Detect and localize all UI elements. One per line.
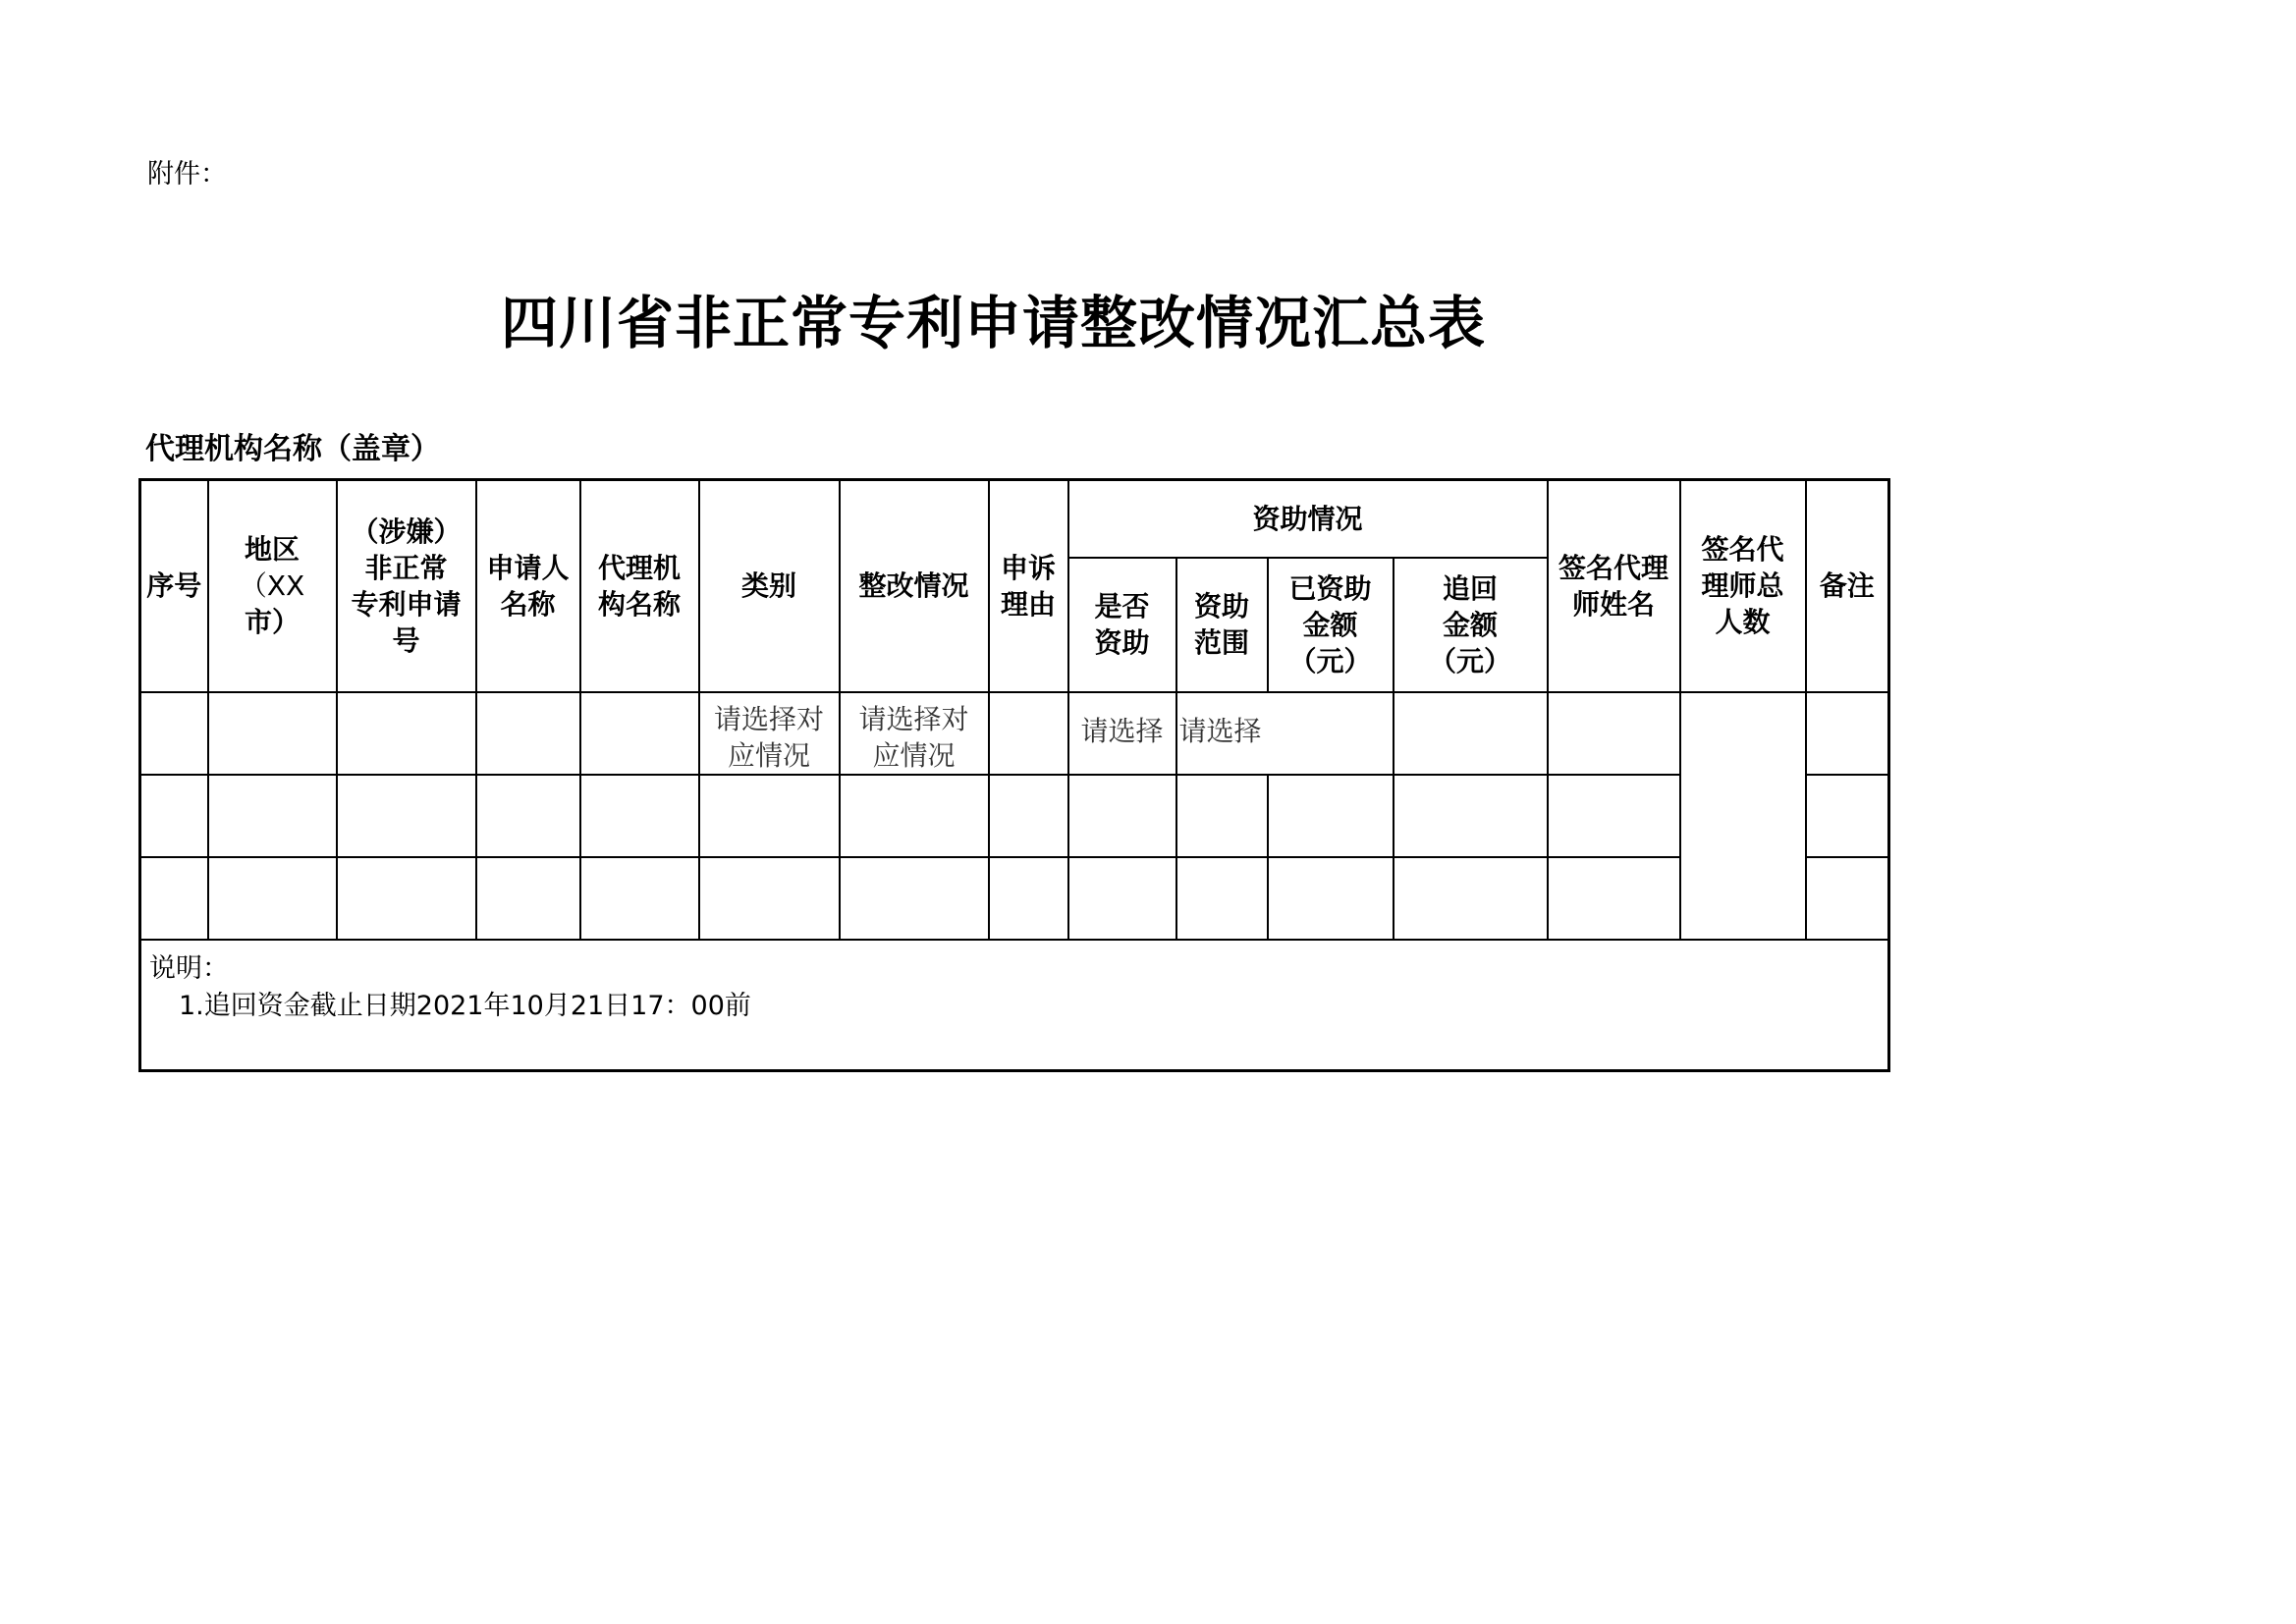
summary-table xyxy=(138,478,1890,1072)
header-signer-count: 签名代 理师总 人数 xyxy=(1680,480,1806,692)
cell-funded-amount[interactable] xyxy=(1268,857,1394,940)
notes-heading: 说明： xyxy=(149,952,229,984)
funding-scope-select[interactable]: 请选择 xyxy=(1176,692,1268,775)
header-patent-number: （涉嫌） 非正常 专利申请 号 xyxy=(337,480,476,692)
cell-remarks[interactable] xyxy=(1806,775,1889,857)
agency-name-label: 代理机构名称（盖章） xyxy=(145,432,440,466)
cell-patent-number[interactable] xyxy=(337,857,476,940)
cell-funded[interactable] xyxy=(1068,857,1176,940)
cell-remarks[interactable] xyxy=(1806,857,1889,940)
cell-seq[interactable] xyxy=(140,857,208,940)
table-row xyxy=(140,692,1889,775)
header-appeal-reason: 申诉 理由 xyxy=(989,480,1068,692)
cell-applicant-name[interactable] xyxy=(476,857,580,940)
cell-agency-name[interactable] xyxy=(580,775,699,857)
cell-recovered-amount[interactable] xyxy=(1394,857,1548,940)
cell-patent-number[interactable] xyxy=(337,692,476,775)
cell-applicant-name[interactable] xyxy=(476,692,580,775)
cell-signer-name[interactable] xyxy=(1548,857,1680,940)
notes-row xyxy=(140,940,1889,1071)
cell-signer-name[interactable] xyxy=(1548,692,1680,775)
rectification-select[interactable]: 请选择对 应情况 xyxy=(840,692,989,775)
cell-patent-number[interactable] xyxy=(337,775,476,857)
cell-signer-count[interactable] xyxy=(1680,692,1806,940)
cell-agency-name[interactable] xyxy=(580,857,699,940)
header-funding-group: 资助情况 xyxy=(1068,480,1548,558)
cell-signer-name[interactable] xyxy=(1548,775,1680,857)
header-category: 类别 xyxy=(699,480,840,692)
cell-category[interactable] xyxy=(699,775,840,857)
cell-region[interactable] xyxy=(208,692,337,775)
header-funded: 是否 资助 xyxy=(1068,558,1176,692)
header-region: 地区 （XX 市） xyxy=(208,480,337,692)
header-agency-name: 代理机 构名称 xyxy=(580,480,699,692)
cell-funded-amount[interactable] xyxy=(1268,692,1394,775)
attachment-label: 附件： xyxy=(147,159,227,189)
cell-seq[interactable] xyxy=(140,692,208,775)
funded-select[interactable]: 请选择 xyxy=(1068,692,1176,775)
cell-category[interactable] xyxy=(699,857,840,940)
cell-applicant-name[interactable] xyxy=(476,775,580,857)
header-remarks: 备注 xyxy=(1806,480,1889,692)
cell-recovered-amount[interactable] xyxy=(1394,692,1548,775)
page-title: 四川省非正常专利申请整改情况汇总表 xyxy=(501,290,1487,356)
cell-appeal-reason[interactable] xyxy=(989,692,1068,775)
cell-remarks[interactable] xyxy=(1806,692,1889,775)
cell-recovered-amount[interactable] xyxy=(1394,775,1548,857)
cell-region[interactable] xyxy=(208,857,337,940)
header-recovered-amount: 追回 金额 （元） xyxy=(1394,558,1548,692)
header-funding-scope: 资助 范围 xyxy=(1176,558,1268,692)
cell-funding-scope[interactable] xyxy=(1176,775,1268,857)
table-row xyxy=(140,775,1889,857)
cell-funding-scope[interactable] xyxy=(1176,857,1268,940)
header-signer-name: 签名代理 师姓名 xyxy=(1548,480,1680,692)
cell-rectification[interactable] xyxy=(840,775,989,857)
cell-rectification[interactable] xyxy=(840,857,989,940)
category-select[interactable]: 请选择对 应情况 xyxy=(699,692,840,775)
header-row-1 xyxy=(140,480,1889,558)
header-funded-amount: 已资助 金额 （元） xyxy=(1268,558,1394,692)
cell-appeal-reason[interactable] xyxy=(989,857,1068,940)
cell-agency-name[interactable] xyxy=(580,692,699,775)
notes-cell xyxy=(140,940,1889,1071)
cell-appeal-reason[interactable] xyxy=(989,775,1068,857)
cell-seq[interactable] xyxy=(140,775,208,857)
cell-funded-amount[interactable] xyxy=(1268,775,1394,857)
cell-funded[interactable] xyxy=(1068,775,1176,857)
table-row xyxy=(140,857,1889,940)
header-seq: 序号 xyxy=(140,480,208,692)
cell-region[interactable] xyxy=(208,775,337,857)
header-rectification: 整改情况 xyxy=(840,480,989,692)
notes-item: 1.追回资金截止日期2021年10月21日17：00前 xyxy=(179,990,751,1021)
header-applicant-name: 申请人 名称 xyxy=(476,480,580,692)
